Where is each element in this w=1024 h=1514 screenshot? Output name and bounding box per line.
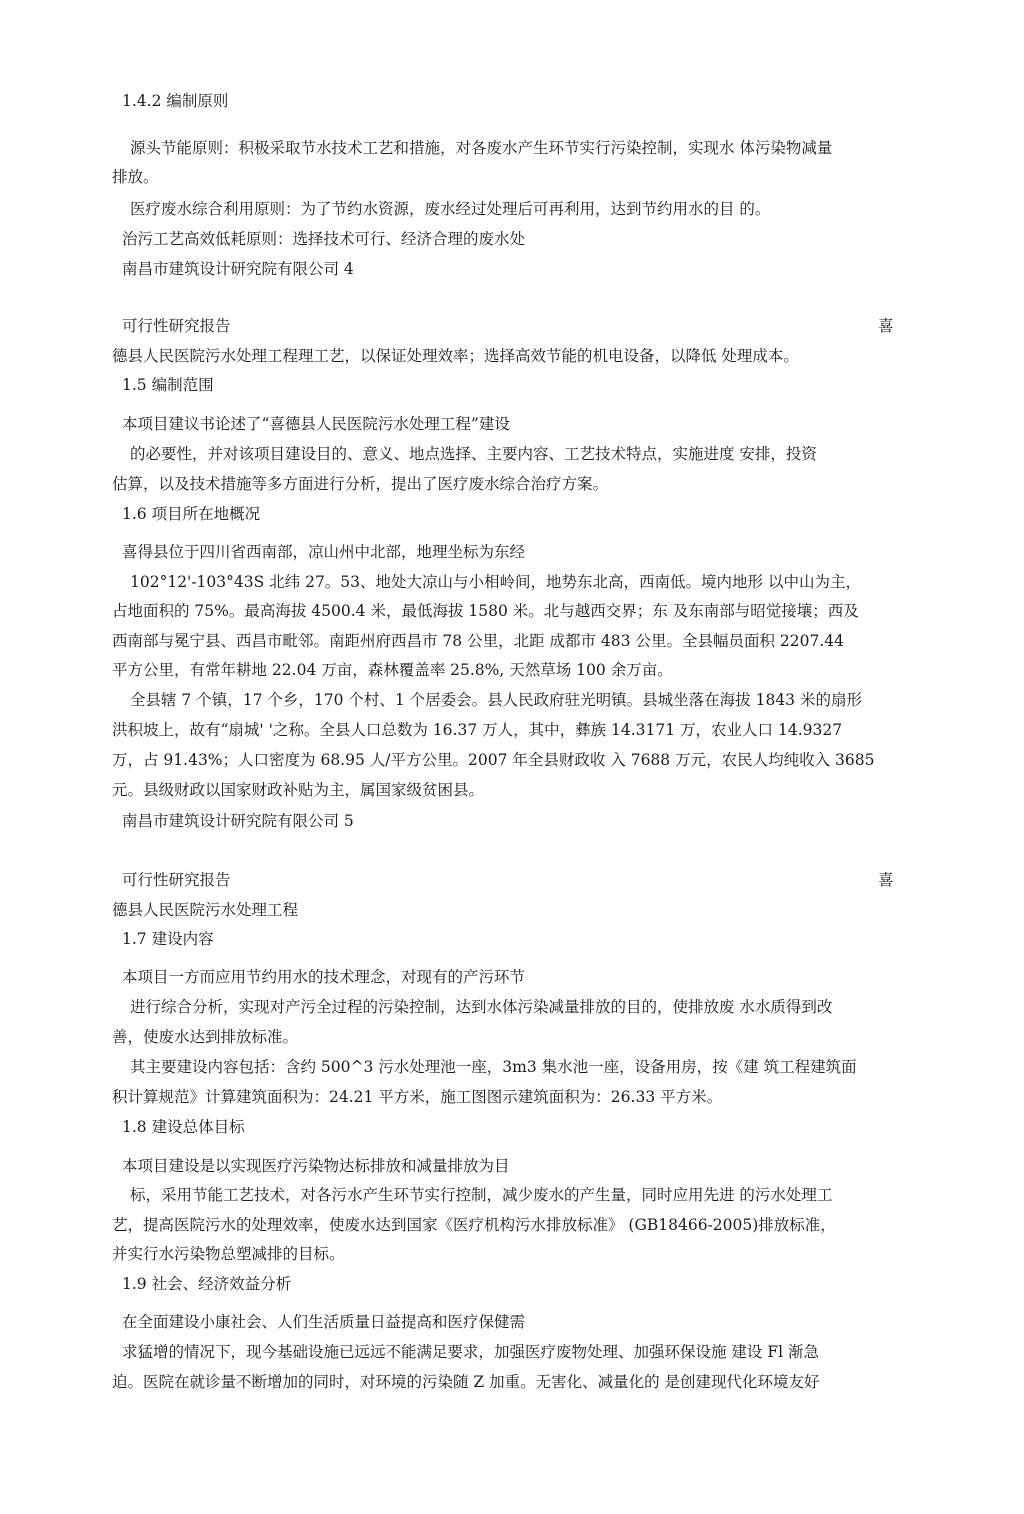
paragraph-line: 进行综合分析，实现对产污全过程的污染控制，达到水体污染减量排放的目的，使排放废 水水质得到改 <box>130 998 833 1016</box>
paragraph-line: 德县人民医院污水处理工程理工艺，以保证处理效率；选择高效节能的机电设备，以降低 处理成本。 <box>112 347 799 365</box>
paragraph-line: 源头节能原则：积极采取节水技术工艺和措施，对各废水产生环节实行污染控制，实现水 体污染物减量 <box>130 139 833 157</box>
paragraph-line: 102°12'-103°43S 北纬 27。53、地处大凉山与小相岭间，地势东北高，西南低。境内地形 以中山为主， <box>130 573 861 591</box>
section-heading-1-4-2: 1.4.2 编制原则 <box>122 92 229 110</box>
paragraph-line: 积计算规范》计算建筑面积为：24.21 平方米，施工图图示建筑面积为：26.33 平方米。 <box>112 1088 723 1106</box>
paragraph-line: 在全面建设小康社会、人们生活质量日益提高和医疗保健需 <box>122 1313 526 1331</box>
page-header-title: 可行性研究报告 <box>122 317 231 335</box>
paragraph-line: 万，占 91.43%；人口密度为 68.95 人/平方公里。2007 年全县财政收 入 7688 万元，农民人均纯收入 3685 <box>112 751 875 769</box>
paragraph-line: 本项目一方而应用节约用水的技术理念，对现有的产污环节 <box>122 968 526 986</box>
paragraph-line: 元。县级财政以国家财政补贴为主，属国家级贫困县。 <box>112 781 485 799</box>
page-footer: 南昌市建筑设计研究院有限公司 4 <box>122 260 354 278</box>
paragraph-line: 全县辖 7 个镇，17 个乡，170 个村、1 个居委会。县人民政府驻光明镇。县城坐落在海拔 1843 米的扇形 <box>130 691 862 709</box>
section-heading-1-6: 1.6 项目所在地概况 <box>122 505 261 523</box>
paragraph-line: 估算，以及技术措施等多方面进行分析，提出了医疗废水综合治疗方案。 <box>112 475 609 493</box>
page-footer: 南昌市建筑设计研究院有限公司 5 <box>122 812 354 830</box>
paragraph-line: 本项目建议书论述了“喜德县人民医院污水处理工程”建设 <box>122 415 510 433</box>
paragraph-line: 喜得县位于四川省西南部，凉山州中北部，地理坐标为东经 <box>122 543 526 561</box>
paragraph-line: 并实行水污染物总塑减排的目标。 <box>112 1245 345 1263</box>
page-header-title: 可行性研究报告 <box>122 871 231 889</box>
paragraph-line: 求猛增的情况下，现今基础设施已远远不能满足要求，加强医疗废物处理、加强环保设施 建设 Fl 渐急 <box>122 1343 819 1361</box>
section-heading-1-9: 1.9 社会、经济效益分析 <box>122 1275 292 1293</box>
page-header-right: 喜 <box>878 317 894 335</box>
paragraph-line: 德县人民医院污水处理工程 <box>112 901 299 919</box>
section-heading-1-5: 1.5 编制范围 <box>122 376 214 394</box>
section-heading-1-8: 1.8 建设总体目标 <box>122 1118 245 1136</box>
paragraph-line: 排放。 <box>112 168 159 186</box>
paragraph-line: 占地面积的 75%。最高海拔 4500.4 米，最低海拔 1580 米。北与越西交界；东 及东南部与昭觉接壤；西及 <box>112 602 859 620</box>
paragraph-line: 其主要建设内容包括：含约 500^3 污水处理池一座，3m3 集水池一座，设备用房，按《建 筑工程建筑面 <box>130 1058 857 1076</box>
paragraph-line: 治污工艺高效低耗原则：选择技术可行、经济合理的废水处 <box>122 230 526 248</box>
paragraph-line: 洪积坡上，故有“扇城' '之称。全县人口总数为 16.37 万人，其中，彝族 14.3171 万，农业人口 14.9327 <box>112 721 843 739</box>
paragraph-line: 平方公里，有常年耕地 22.04 万亩，森林覆盖率 25.8%, 天然草场 100 余万亩。 <box>112 661 673 679</box>
paragraph-line: 标，采用节能工艺技术，对各污水产生环节实行控制，减少废水的产生量，同时应用先进 的污水处理工 <box>130 1186 833 1204</box>
paragraph-line: 的必要性，并对该项目建设目的、意义、地点选择、主要内容、工艺技术特点，实施进度 安排，投资 <box>130 445 817 463</box>
page-header-right: 喜 <box>878 871 894 889</box>
paragraph-line: 医疗废水综合利用原则：为了节约水资源，废水经过处理后可再利用，达到节约用水的目 的。 <box>130 200 771 218</box>
paragraph-line: 艺，提高医院污水的处理效率，使废水达到国家《医疗机构污水排放标准》 (GB18466-2005)排放标准， <box>112 1216 836 1234</box>
paragraph-line: 迫。医院在就诊量不断增加的同时，对环境的污染随 Z 加重。无害化、减量化的 是创建现代化环境友好 <box>112 1373 820 1391</box>
paragraph-line: 西南部与冕宁县、西昌市毗邻。南距州府西昌市 78 公里，北距 成都市 483 公里。全县幅员面积 2207.44 <box>112 632 844 650</box>
paragraph-line: 善，使废水达到排放标准。 <box>112 1028 299 1046</box>
section-heading-1-7: 1.7 建设内容 <box>122 930 214 948</box>
paragraph-line: 本项目建设是以实现医疗污染物达标排放和减量排放为目 <box>122 1157 510 1175</box>
